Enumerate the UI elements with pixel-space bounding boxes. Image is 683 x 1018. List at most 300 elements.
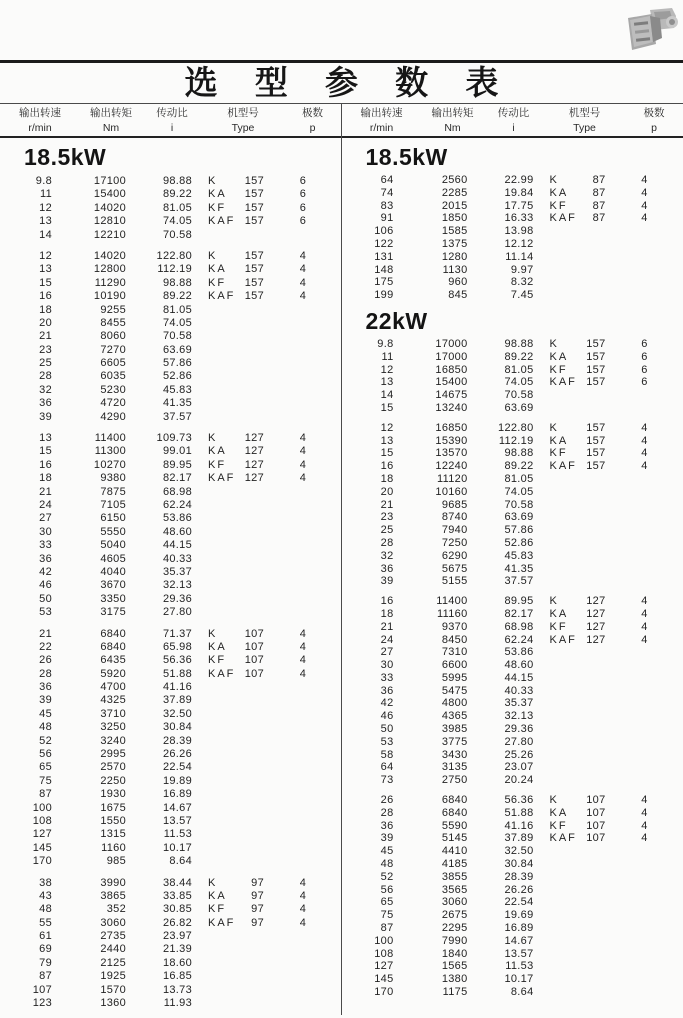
table-row — [0, 997, 342, 1010]
cell-type-prefix: KA — [534, 187, 584, 200]
cell-ratio: 57.86 — [468, 524, 534, 537]
cell-rpm: 24 — [0, 499, 56, 512]
cell-type-prefix — [192, 553, 242, 566]
cell-torque: 3855 — [398, 871, 468, 884]
cell-poles: 4 — [606, 820, 683, 833]
cell-type-prefix — [534, 264, 584, 277]
cell-type-size — [242, 957, 264, 970]
cell-rpm: 15 — [0, 277, 56, 290]
table-row — [342, 499, 683, 512]
cell-poles — [264, 970, 342, 983]
cell-rpm: 106 — [342, 225, 398, 238]
cell-type-prefix — [534, 858, 584, 871]
cell-ratio: 99.01 — [126, 445, 192, 458]
cell-ratio: 74.05 — [126, 317, 192, 330]
table-row — [342, 264, 683, 277]
table-block — [0, 877, 342, 1011]
cell-ratio: 28.39 — [126, 735, 192, 748]
cell-rpm: 15 — [0, 445, 56, 458]
cell-type-size: 107 — [242, 641, 264, 654]
cell-type-size — [584, 672, 606, 685]
cell-torque: 5550 — [56, 526, 126, 539]
cell-type-size: 127 — [242, 432, 264, 445]
cell-type-size — [242, 761, 264, 774]
cell-poles — [606, 276, 683, 289]
cell-torque: 8060 — [56, 330, 126, 343]
cell-poles — [606, 736, 683, 749]
cell-poles — [264, 748, 342, 761]
cell-type-prefix — [534, 749, 584, 762]
table-row — [342, 595, 683, 608]
cell-ratio: 98.88 — [468, 447, 534, 460]
cell-torque: 7250 — [398, 537, 468, 550]
cell-poles — [264, 397, 342, 410]
cell-torque: 4800 — [398, 697, 468, 710]
cell-ratio: 11.53 — [126, 828, 192, 841]
table-row — [342, 460, 683, 473]
cell-ratio: 81.05 — [468, 364, 534, 377]
cell-rpm: 21 — [342, 499, 398, 512]
cell-rpm: 91 — [342, 212, 398, 225]
cell-torque: 2285 — [398, 187, 468, 200]
table-row — [0, 215, 342, 228]
table-row — [342, 402, 683, 415]
cell-type-size — [584, 473, 606, 486]
table-row — [0, 984, 342, 997]
table-row — [342, 948, 683, 961]
cell-type-prefix — [192, 957, 242, 970]
table-row — [0, 539, 342, 552]
table-block — [0, 250, 342, 424]
cell-type-prefix: K — [192, 432, 242, 445]
cell-type-size: 97 — [242, 917, 264, 930]
table-row — [0, 397, 342, 410]
cell-type-prefix — [534, 736, 584, 749]
cell-type-prefix: K — [534, 794, 584, 807]
table-row — [342, 820, 683, 833]
cell-type-size: 157 — [242, 188, 264, 201]
cell-type-prefix: K — [192, 628, 242, 641]
cell-type-prefix: KA — [192, 263, 242, 276]
table-row — [342, 376, 683, 389]
cell-type-size — [242, 539, 264, 552]
table-row — [0, 472, 342, 485]
cell-type-size — [242, 526, 264, 539]
cell-type-size — [242, 229, 264, 242]
cell-type-size — [242, 499, 264, 512]
cell-ratio: 68.98 — [126, 486, 192, 499]
cell-type-prefix: K — [534, 422, 584, 435]
cell-poles — [264, 304, 342, 317]
cell-type-prefix — [534, 486, 584, 499]
cell-torque: 4325 — [56, 694, 126, 707]
cell-poles — [264, 526, 342, 539]
cell-ratio: 41.16 — [468, 820, 534, 833]
table-row — [0, 957, 342, 970]
cell-type-size — [584, 697, 606, 710]
cell-ratio: 44.15 — [126, 539, 192, 552]
cell-torque: 1160 — [56, 842, 126, 855]
cell-type-prefix — [192, 330, 242, 343]
cell-type-prefix — [192, 593, 242, 606]
cell-poles — [264, 384, 342, 397]
cell-ratio: 14.67 — [126, 802, 192, 815]
cell-poles — [606, 511, 683, 524]
table-row — [342, 575, 683, 588]
cell-rpm: 13 — [0, 432, 56, 445]
cell-type-prefix — [534, 402, 584, 415]
cell-poles — [264, 708, 342, 721]
cell-type-prefix — [192, 681, 242, 694]
cell-torque: 1675 — [56, 802, 126, 815]
cell-rpm: 27 — [342, 646, 398, 659]
table-block — [342, 174, 683, 302]
cell-poles — [264, 694, 342, 707]
cell-ratio: 7.45 — [468, 289, 534, 302]
table-row — [0, 855, 342, 868]
cell-torque: 5920 — [56, 668, 126, 681]
cell-poles — [606, 935, 683, 948]
cell-ratio: 22.54 — [126, 761, 192, 774]
cell-poles: 6 — [606, 376, 683, 389]
cell-ratio: 11.14 — [468, 251, 534, 264]
table-row — [0, 459, 342, 472]
cell-type-prefix — [534, 575, 584, 588]
table-row — [0, 445, 342, 458]
cell-type-size: 157 — [584, 447, 606, 460]
cell-poles — [264, 606, 342, 619]
cell-rpm: 56 — [342, 884, 398, 897]
cell-type-prefix — [192, 397, 242, 410]
cell-type-prefix — [192, 708, 242, 721]
cell-ratio: 17.75 — [468, 200, 534, 213]
cell-torque: 3985 — [398, 723, 468, 736]
cell-type-prefix — [534, 697, 584, 710]
header-poles-zh: 极数 — [626, 106, 683, 121]
cell-type-size — [584, 710, 606, 723]
cell-ratio: 18.60 — [126, 957, 192, 970]
cell-type-prefix: KF — [534, 447, 584, 460]
cell-type-prefix: KAF — [192, 917, 242, 930]
cell-rpm: 28 — [0, 370, 56, 383]
cell-type-prefix — [192, 344, 242, 357]
cell-torque: 7940 — [398, 524, 468, 537]
cell-type-prefix — [534, 473, 584, 486]
cell-torque: 3565 — [398, 884, 468, 897]
cell-type-size — [584, 884, 606, 897]
cell-rpm: 28 — [0, 668, 56, 681]
table-block — [0, 432, 342, 619]
table-row — [342, 351, 683, 364]
cell-poles — [264, 553, 342, 566]
cell-poles — [264, 957, 342, 970]
cell-torque: 1840 — [398, 948, 468, 961]
cell-poles: 4 — [606, 447, 683, 460]
cell-type-prefix — [534, 238, 584, 251]
table-block — [342, 422, 683, 588]
cell-poles: 4 — [264, 277, 342, 290]
cell-ratio: 32.50 — [126, 708, 192, 721]
cell-rpm: 16 — [342, 595, 398, 608]
cell-rpm: 18 — [342, 473, 398, 486]
table-row — [0, 593, 342, 606]
cell-type-prefix — [192, 842, 242, 855]
cell-poles: 6 — [606, 338, 683, 351]
cell-poles — [264, 512, 342, 525]
cell-type-prefix — [192, 229, 242, 242]
cell-type-prefix — [534, 672, 584, 685]
cell-poles — [606, 659, 683, 672]
cell-ratio: 19.84 — [468, 187, 534, 200]
cell-type-prefix — [192, 984, 242, 997]
cell-ratio: 70.58 — [468, 389, 534, 402]
cell-ratio: 48.60 — [126, 526, 192, 539]
cell-type-size — [242, 384, 264, 397]
cell-rpm: 50 — [0, 593, 56, 606]
cell-ratio: 112.19 — [126, 263, 192, 276]
cell-type-size — [242, 606, 264, 619]
table-row — [342, 774, 683, 787]
cell-ratio: 16.33 — [468, 212, 534, 225]
cell-poles: 4 — [606, 794, 683, 807]
cell-type-size — [584, 563, 606, 576]
table-row — [0, 202, 342, 215]
cell-poles: 4 — [606, 807, 683, 820]
cell-type-size — [584, 251, 606, 264]
table-row — [0, 748, 342, 761]
cell-rpm: 9.8 — [342, 338, 398, 351]
header-ratio — [484, 106, 544, 136]
table-row — [0, 384, 342, 397]
cell-poles: 4 — [264, 445, 342, 458]
cell-rpm: 12 — [0, 202, 56, 215]
cell-poles — [264, 930, 342, 943]
cell-torque: 4185 — [398, 858, 468, 871]
section-title: 18.5kW — [366, 145, 683, 169]
cell-ratio: 29.36 — [126, 593, 192, 606]
table-row — [342, 389, 683, 402]
cell-poles — [606, 499, 683, 512]
cell-type-size — [242, 553, 264, 566]
cell-poles — [264, 330, 342, 343]
table-row — [0, 775, 342, 788]
cell-type-prefix — [192, 802, 242, 815]
cell-poles — [606, 909, 683, 922]
cell-type-prefix — [192, 735, 242, 748]
cell-poles — [606, 960, 683, 973]
cell-rpm: 46 — [0, 579, 56, 592]
cell-rpm: 145 — [0, 842, 56, 855]
cell-ratio: 32.13 — [126, 579, 192, 592]
table-row — [0, 694, 342, 707]
cell-poles — [264, 775, 342, 788]
cell-torque: 985 — [56, 855, 126, 868]
cell-rpm: 83 — [342, 200, 398, 213]
cell-poles — [606, 225, 683, 238]
table-row — [0, 317, 342, 330]
cell-torque: 1175 — [398, 986, 468, 999]
cell-type-prefix — [534, 289, 584, 302]
cell-type-size — [584, 225, 606, 238]
cell-poles — [606, 922, 683, 935]
table-row — [342, 871, 683, 884]
cell-torque: 2560 — [398, 174, 468, 187]
cell-torque: 2735 — [56, 930, 126, 943]
cell-type-prefix — [192, 748, 242, 761]
table-row — [342, 922, 683, 935]
cell-ratio: 63.69 — [468, 511, 534, 524]
cell-rpm: 123 — [0, 997, 56, 1010]
cell-type-size — [242, 842, 264, 855]
cell-type-prefix — [192, 411, 242, 424]
header-type-zh: 机型号 — [202, 106, 284, 121]
section-title: 18.5kW — [24, 145, 342, 169]
cell-rpm: 18 — [0, 304, 56, 317]
cell-poles — [606, 697, 683, 710]
table-row — [0, 579, 342, 592]
cell-rpm: 45 — [342, 845, 398, 858]
table-row — [342, 563, 683, 576]
table-row — [0, 606, 342, 619]
gearbox-photo-image — [620, 6, 678, 56]
cell-rpm: 170 — [0, 855, 56, 868]
cell-type-prefix — [534, 524, 584, 537]
cell-ratio: 74.05 — [126, 215, 192, 228]
cell-torque: 1280 — [398, 251, 468, 264]
cell-type-prefix — [192, 526, 242, 539]
cell-poles: 4 — [264, 668, 342, 681]
cell-ratio: 62.24 — [126, 499, 192, 512]
cell-poles — [606, 251, 683, 264]
table-row — [0, 330, 342, 343]
cell-rpm: 108 — [342, 948, 398, 961]
cell-torque: 3430 — [398, 749, 468, 762]
cell-rpm: 127 — [0, 828, 56, 841]
cell-type-prefix — [192, 930, 242, 943]
cell-poles: 4 — [606, 174, 683, 187]
cell-rpm: 30 — [0, 526, 56, 539]
cell-rpm: 32 — [0, 384, 56, 397]
cell-ratio: 98.88 — [126, 175, 192, 188]
cell-type-size — [584, 550, 606, 563]
cell-type-prefix: KF — [534, 364, 584, 377]
cell-ratio: 27.80 — [126, 606, 192, 619]
cell-type-size — [242, 748, 264, 761]
cell-ratio: 48.60 — [468, 659, 534, 672]
cell-type-prefix — [534, 659, 584, 672]
table-row — [342, 238, 683, 251]
cell-torque: 15400 — [56, 188, 126, 201]
cell-type-size — [584, 402, 606, 415]
cell-rpm: 69 — [0, 943, 56, 956]
cell-type-size — [584, 749, 606, 762]
cell-rpm: 100 — [0, 802, 56, 815]
cell-rpm: 36 — [0, 397, 56, 410]
table-row — [342, 212, 683, 225]
table-row — [0, 229, 342, 242]
cell-rpm: 46 — [342, 710, 398, 723]
cell-type-size: 107 — [242, 668, 264, 681]
cell-torque: 2250 — [56, 775, 126, 788]
cell-torque: 13240 — [398, 402, 468, 415]
table-row — [0, 628, 342, 641]
cell-torque: 5475 — [398, 685, 468, 698]
cell-torque: 5590 — [398, 820, 468, 833]
cell-torque: 3175 — [56, 606, 126, 619]
cell-rpm: 79 — [0, 957, 56, 970]
cell-rpm: 53 — [0, 606, 56, 619]
cell-rpm: 24 — [342, 634, 398, 647]
cell-poles — [606, 685, 683, 698]
cell-type-size: 157 — [584, 435, 606, 448]
cell-type-prefix — [534, 563, 584, 576]
cell-ratio: 23.97 — [126, 930, 192, 943]
cell-rpm: 25 — [0, 357, 56, 370]
cell-poles — [606, 858, 683, 871]
cell-type-size — [242, 721, 264, 734]
cell-ratio: 109.73 — [126, 432, 192, 445]
cell-type-prefix: KA — [534, 608, 584, 621]
cell-type-size: 157 — [242, 215, 264, 228]
cell-type-prefix — [534, 276, 584, 289]
cell-rpm: 13 — [342, 376, 398, 389]
cell-rpm: 13 — [0, 215, 56, 228]
cell-rpm: 32 — [342, 550, 398, 563]
cell-torque: 6290 — [398, 550, 468, 563]
cell-poles: 4 — [606, 460, 683, 473]
table-block — [0, 628, 342, 869]
cell-type-prefix — [192, 579, 242, 592]
cell-torque: 2125 — [56, 957, 126, 970]
cell-ratio: 21.39 — [126, 943, 192, 956]
table-row — [342, 646, 683, 659]
cell-type-prefix — [192, 943, 242, 956]
cell-poles — [606, 537, 683, 550]
cell-type-size — [242, 708, 264, 721]
cell-torque: 352 — [56, 903, 126, 916]
cell-ratio: 9.97 — [468, 264, 534, 277]
cell-type-prefix — [192, 761, 242, 774]
cell-type-size — [584, 238, 606, 251]
cell-torque: 6840 — [56, 628, 126, 641]
cell-type-size — [242, 512, 264, 525]
cell-type-prefix: K — [534, 338, 584, 351]
table-row — [0, 970, 342, 983]
cell-type-size — [584, 858, 606, 871]
cell-torque: 11300 — [56, 445, 126, 458]
cell-rpm: 53 — [342, 736, 398, 749]
cell-type-size: 127 — [242, 459, 264, 472]
cell-rpm: 21 — [0, 330, 56, 343]
cell-rpm: 55 — [0, 917, 56, 930]
cell-ratio: 74.05 — [468, 376, 534, 389]
cell-torque: 5675 — [398, 563, 468, 576]
cell-type-size: 107 — [584, 794, 606, 807]
cell-torque: 5040 — [56, 539, 126, 552]
cell-torque: 12210 — [56, 229, 126, 242]
cell-ratio: 56.36 — [126, 654, 192, 667]
cell-torque: 3865 — [56, 890, 126, 903]
table-row — [0, 842, 342, 855]
cell-poles — [606, 264, 683, 277]
cell-poles — [264, 539, 342, 552]
cell-type-prefix: K — [192, 250, 242, 263]
header-ratio-zh: 传动比 — [142, 106, 202, 121]
cell-poles: 4 — [606, 621, 683, 634]
cell-type-prefix — [534, 646, 584, 659]
cell-ratio: 52.86 — [468, 537, 534, 550]
cell-ratio: 38.44 — [126, 877, 192, 890]
